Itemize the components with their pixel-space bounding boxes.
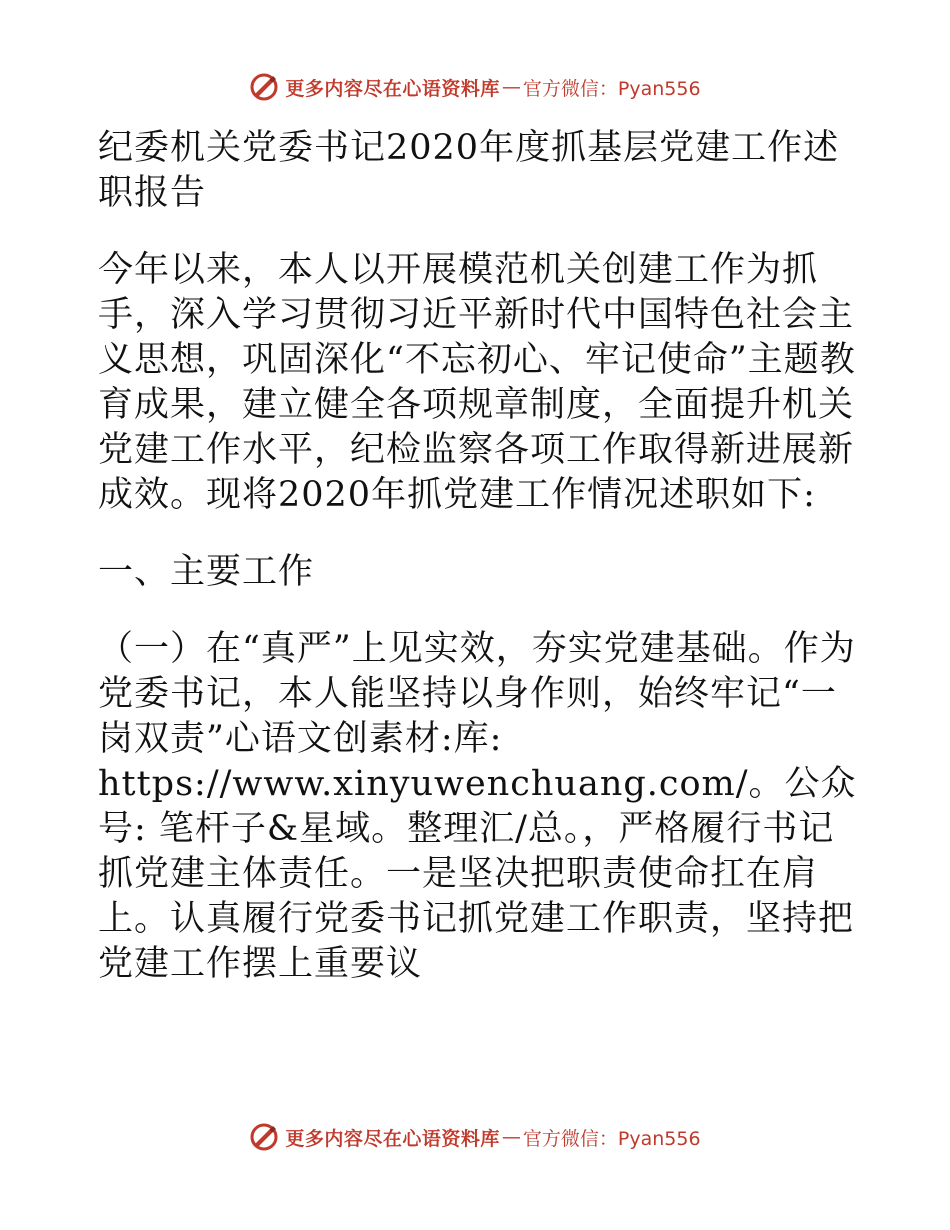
intro-paragraph: 今年以来，本人以开展模范机关创建工作为抓手，深入学习贯彻习近平新时代中国特色社会主义思想，巩固深化“不忘初心、牢记使命”主题教育成果，建立健全各项规章制度，全面提升机关党建工作水平，纪检监察各项工作取得新进展新成效。现将2020年抓党建工作情况述职如下: [98, 250, 856, 515]
section-heading: 一、主要工作 [98, 552, 315, 592]
document-title: 纪委机关党委书记2020年度抓基层党建工作述职报告 [98, 128, 840, 213]
pen-logo-icon [249, 72, 279, 102]
document-body [98, 126, 858, 987]
pen-logo-icon [249, 1122, 279, 1152]
banner-contact: 官方微信：Pyan556 [522, 1127, 701, 1150]
banner-contact: 官方微信：Pyan556 [522, 77, 701, 100]
header-watermark-banner [0, 72, 950, 102]
banner-site-text: 更多内容尽在心语资料库 [285, 77, 500, 100]
body-paragraph: （一）在“真严”上见实效，夯实党建基础。作为党委书记，本人能坚持以身作则，始终牢记“一岗双责”心语文创素材:库: https://www.xinyuwenchuang.com/。公众号: 笔杆子&星域。整理汇/总。，严格履行书记抓党建主体责任。一是坚决把职责使命扛在肩上。认真履行党委书记抓党建工作职责，坚持把党建工作摆上重要议 [98, 629, 857, 984]
banner-separator: — [501, 76, 521, 98]
banner-site-text: 更多内容尽在心语资料库 [285, 1127, 500, 1150]
footer-watermark-banner [0, 1122, 950, 1152]
banner-separator: — [501, 1126, 521, 1148]
